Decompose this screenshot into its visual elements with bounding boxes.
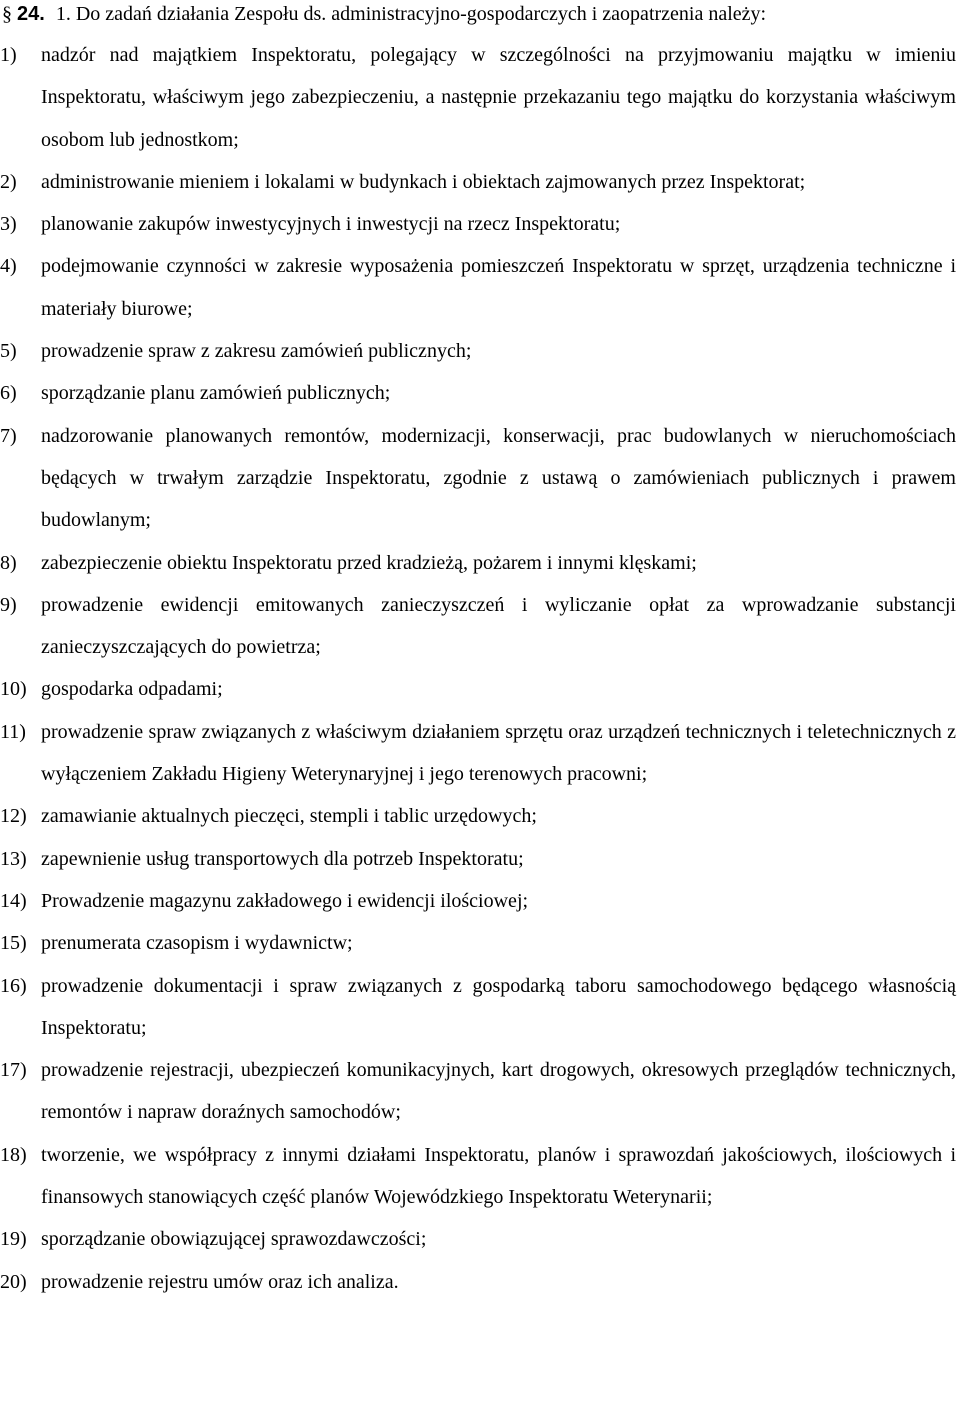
item-text: prowadzenie ewidencji emitowanych zanieczyszczeń i wyliczanie opłat za wprowadzanie substancji zanieczyszczających do powietrza; — [41, 593, 956, 659]
list-item — [0, 203, 956, 245]
section-number: 24. — [17, 3, 45, 25]
item-number: 15) — [0, 932, 27, 955]
item-number: 10) — [0, 678, 27, 701]
list-item — [0, 795, 956, 837]
item-text: prenumerata czasopism i wydawnictw; — [41, 932, 353, 955]
list-item — [0, 880, 956, 922]
section-heading — [2, 0, 954, 28]
item-text: zabezpieczenie obiektu Inspektoratu przed kradzieżą, pożarem i innymi klęskami; — [41, 551, 697, 574]
item-number: 17) — [0, 1059, 27, 1082]
item-number: 3) — [0, 213, 17, 236]
item-text: prowadzenie rejestru umów oraz ich analiza. — [41, 1270, 399, 1293]
list-item — [0, 34, 956, 161]
item-number: 12) — [0, 805, 27, 828]
item-number: 9) — [0, 593, 17, 616]
item-text: prowadzenie spraw związanych z właściwym działaniem sprzętu oraz urządzeń technicznych i teletechnicznych z wyłączeniem Zakładu Higieny Weterynaryjnej i jego terenowych pracowni; — [41, 720, 956, 786]
item-text: podejmowanie czynności w zakresie wyposażenia pomieszczeń Inspektoratu w sprzęt, urządzenia techniczne i materiały biurowe; — [41, 255, 956, 320]
item-number: 1) — [0, 44, 17, 66]
section-symbol: § — [2, 3, 12, 25]
item-text: gospodarka odpadami; — [41, 678, 223, 701]
list-item — [0, 245, 956, 330]
item-number: 7) — [0, 424, 17, 447]
item-number: 5) — [0, 340, 17, 363]
duties-list — [0, 34, 956, 1303]
item-text: planowanie zakupów inwestycyjnych i inwestycji na rzecz Inspektoratu; — [41, 213, 621, 236]
list-item — [0, 838, 956, 880]
list-item — [0, 372, 956, 414]
item-number: 11) — [0, 720, 26, 743]
item-text: tworzenie, we współpracy z innymi działami Inspektoratu, planów i sprawozdań jakościowych, ilościowych i finansowych stanowiących część planów Wojewódzkiego Inspektoratu Weterynarii; — [41, 1143, 956, 1209]
item-number: 13) — [0, 847, 27, 870]
item-number: 20) — [0, 1270, 27, 1293]
item-number: 6) — [0, 382, 17, 405]
item-number: 4) — [0, 255, 17, 278]
item-number: 2) — [0, 170, 17, 193]
list-item — [0, 1261, 956, 1303]
item-text: zapewnienie usług transportowych dla potrzeb Inspektoratu; — [41, 847, 524, 870]
list-item — [0, 1049, 956, 1134]
item-text: Prowadzenie magazynu zakładowego i ewidencji ilościowej; — [41, 889, 529, 912]
item-text: sporządzanie planu zamówień publicznych; — [41, 382, 391, 405]
section-intro: 1. Do zadań działania Zespołu ds. administracyjno-gospodarczych i zaopatrzenia należy: — [55, 3, 767, 25]
item-text: sporządzanie obowiązującej sprawozdawczości; — [41, 1228, 427, 1251]
item-text: prowadzenie spraw z zakresu zamówień publicznych; — [41, 340, 472, 363]
list-item — [0, 711, 956, 796]
list-item — [0, 542, 956, 584]
item-text: nadzorowanie planowanych remontów, modernizacji, konserwacji, prac budowlanych w nieruchomościach będących w trwałym zarządzie Inspektoratu, zgodnie z ustawą o zamówieniach publicznych i prawem budowlanym; — [41, 424, 956, 532]
list-item — [0, 330, 956, 372]
item-text: administrowanie mieniem i lokalami w budynkach i obiektach zajmowanych przez Inspektorat; — [41, 170, 806, 193]
item-text: nadzór nad majątkiem Inspektoratu, polegający w szczególności na przyjmowaniu majątku w imieniu Inspektoratu, właściwym jego zabezpieczeniu, a następnie przekazaniu tego majątku do korzystania właściwym osobom lub jednostkom; — [41, 44, 956, 151]
list-item — [0, 668, 956, 710]
item-text: prowadzenie rejestracji, ubezpieczeń komunikacyjnych, kart drogowych, okresowych przeglądów technicznych, remontów i napraw doraźnych samochodów; — [41, 1059, 956, 1124]
list-item — [0, 922, 956, 964]
item-number: 14) — [0, 889, 27, 912]
list-item — [0, 1134, 956, 1219]
list-item — [0, 415, 956, 542]
item-number: 19) — [0, 1228, 27, 1251]
list-item — [0, 161, 956, 203]
list-item — [0, 1218, 956, 1260]
item-text: prowadzenie dokumentacji i spraw związanych z gospodarką taboru samochodowego będącego własnością Inspektoratu; — [41, 974, 956, 1039]
item-number: 18) — [0, 1143, 27, 1166]
item-number: 16) — [0, 974, 27, 997]
item-number: 8) — [0, 551, 17, 574]
list-item — [0, 584, 956, 669]
list-item — [0, 965, 956, 1050]
item-text: zamawianie aktualnych pieczęci, stempli i tablic urzędowych; — [41, 805, 537, 828]
